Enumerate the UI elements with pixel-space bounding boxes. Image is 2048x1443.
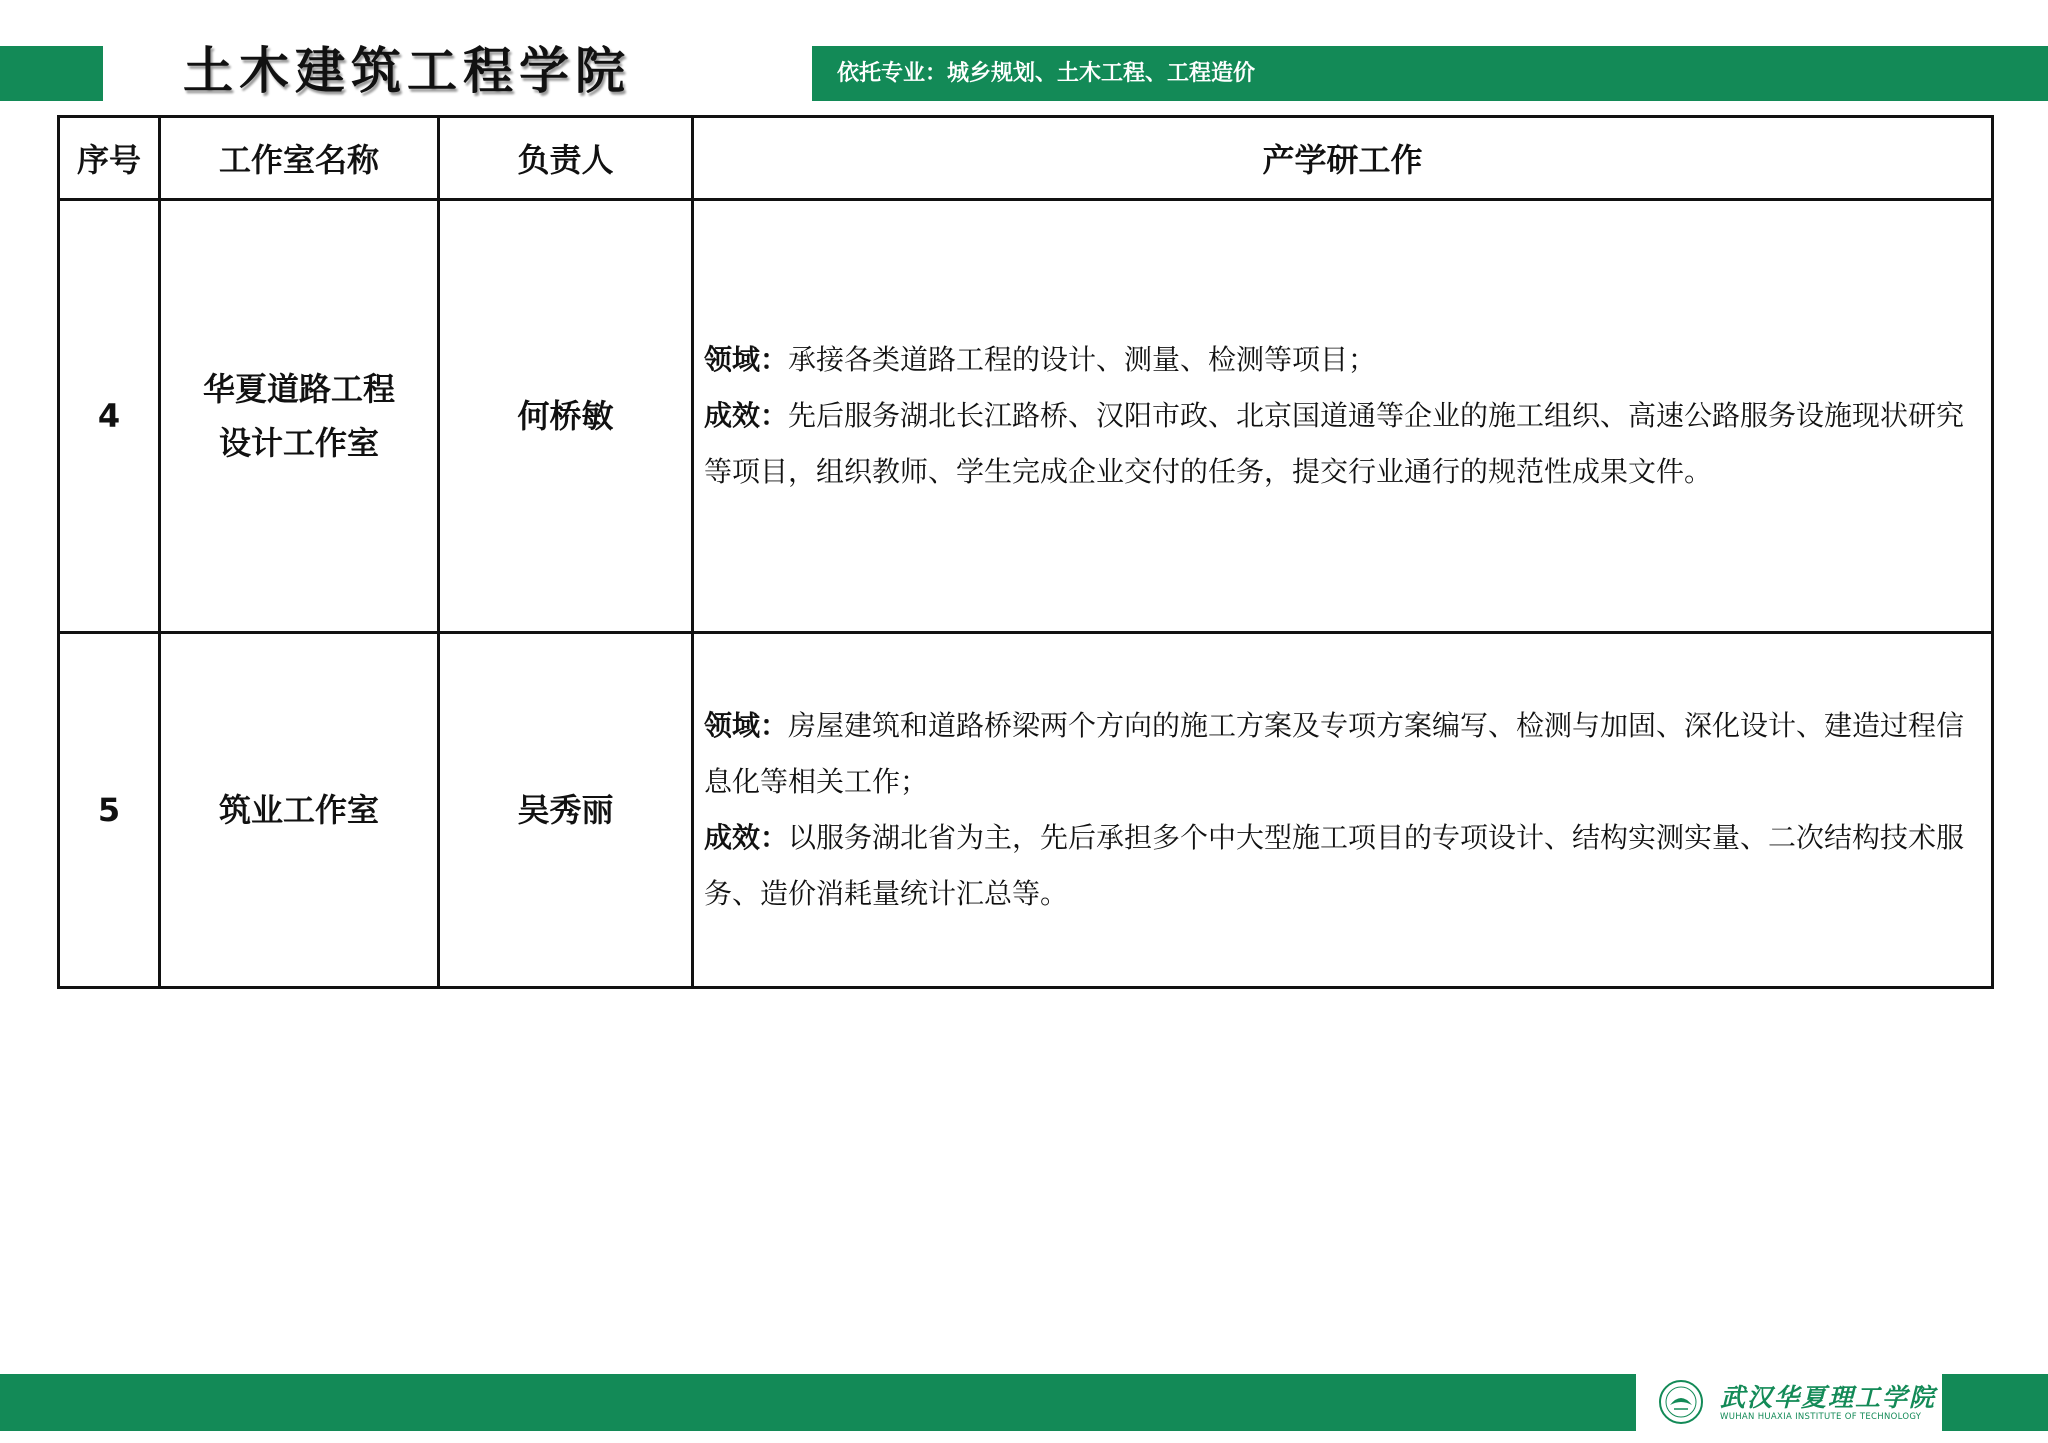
institute-logo <box>1636 1374 1942 1431</box>
field-paragraph <box>704 698 1981 810</box>
field-text: 承接各类道路工程的设计、测量、检测等项目； <box>788 343 1377 376</box>
studio-leader: 吴秀丽 <box>439 633 693 988</box>
column-header-name: 工作室名称 <box>160 117 439 200</box>
result-paragraph <box>704 388 1981 500</box>
field-label: 领域： <box>704 709 789 742</box>
studio-work <box>693 633 1993 988</box>
result-text: 以服务湖北省为主，先后承担多个中大型施工项目的专项设计、结构实测实量、二次结构技术服务、造价消耗量统计汇总等。 <box>704 821 1965 910</box>
studio-table <box>57 115 1994 989</box>
field-paragraph <box>704 332 1981 388</box>
result-text: 先后服务湖北长江路桥、汉阳市政、北京国道通等企业的施工组织、高速公路服务设施现状研究等项目，组织教师、学生完成企业交付的任务，提交行业通行的规范性成果文件。 <box>704 399 1965 488</box>
majors-text: 依托专业：城乡规划、土木工程、工程造价 <box>837 61 1256 86</box>
column-header-work: 产学研工作 <box>693 117 1993 200</box>
header-majors-band <box>812 46 2048 101</box>
column-header-no: 序号 <box>59 117 160 200</box>
result-paragraph <box>704 810 1981 922</box>
row-number: 4 <box>59 200 160 633</box>
seal-icon <box>1658 1379 1704 1425</box>
studio-name-line2: 设计工作室 <box>218 424 379 462</box>
table-row <box>59 200 1993 633</box>
column-header-leader: 负责人 <box>439 117 693 200</box>
studio-name <box>160 200 439 633</box>
table-row <box>59 633 1993 988</box>
result-label: 成效： <box>704 399 789 432</box>
field-label: 领域： <box>704 343 789 376</box>
result-label: 成效： <box>704 821 789 854</box>
page-title: 土木建筑工程学院 <box>183 41 631 100</box>
field-text: 房屋建筑和道路桥梁两个方向的施工方案及专项方案编写、检测与加固、深化设计、建造过程信息化等相关工作； <box>704 709 1965 798</box>
studio-work <box>693 200 1993 633</box>
studio-name-line1: 筑业工作室 <box>218 791 379 829</box>
row-number: 5 <box>59 633 160 988</box>
studio-leader: 何桥敏 <box>439 200 693 633</box>
table-header-row <box>59 117 1993 200</box>
logo-english-name: WUHAN HUAXIA INSTITUTE OF TECHNOLOGY <box>1720 1412 1922 1422</box>
header-left-band <box>0 46 103 101</box>
logo-chinese-name: 武汉华夏理工学院 <box>1720 1383 1937 1412</box>
studio-name <box>160 633 439 988</box>
studio-name-line1: 华夏道路工程 <box>202 370 395 408</box>
